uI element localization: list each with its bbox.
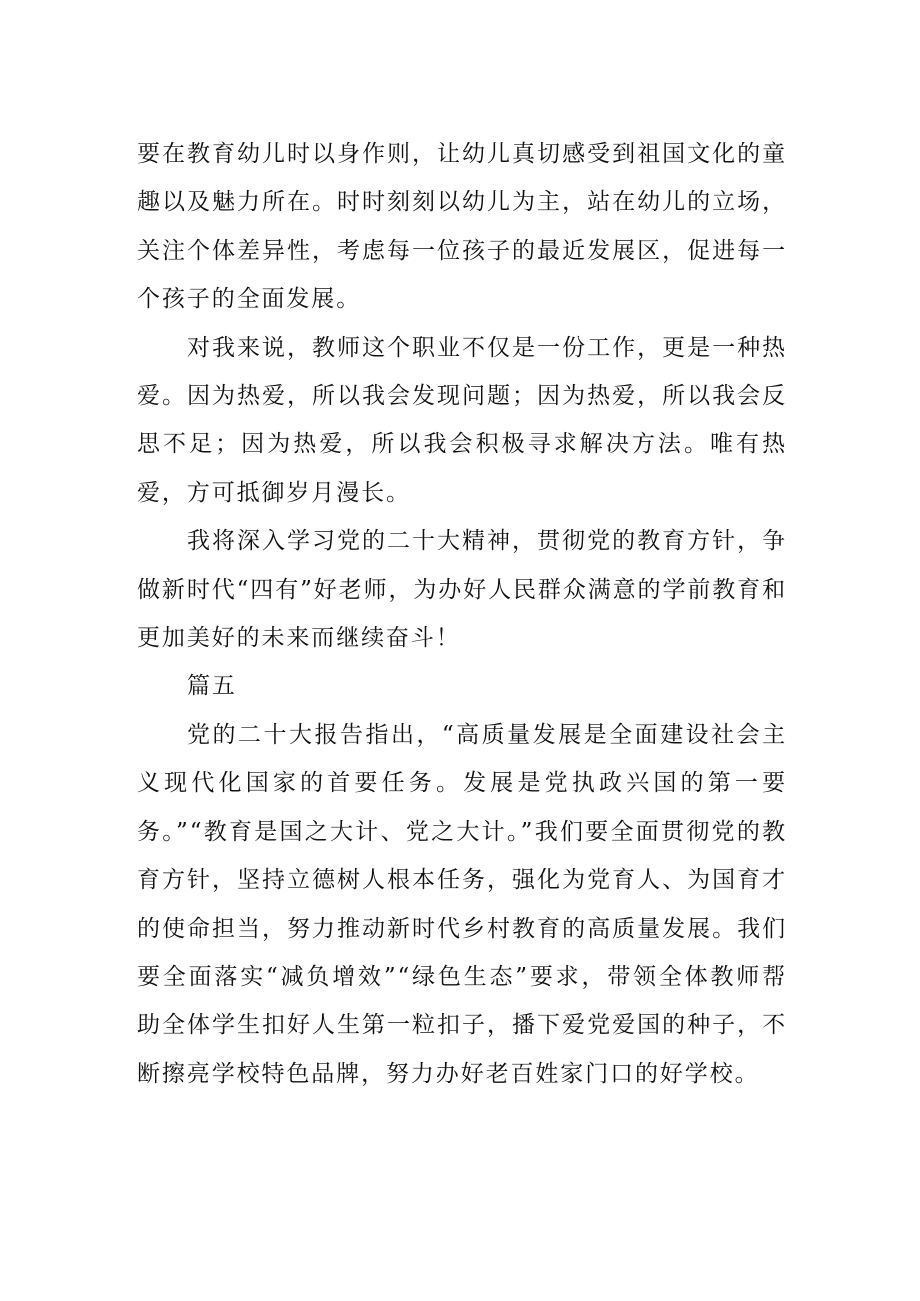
paragraph-continued: 要在教育幼儿时以身作则，让幼儿真切感受到祖国文化的童趣以及魅力所在。时时刻刻以幼儿为主，站在幼儿的立场，关注个体差异性，考虑每一位孩子的最近发展区，促进每一个孩子的全面发展。	[137, 141, 787, 313]
paragraph-high-quality-development: 党的二十大报告指出，“高质量发展是全面建设社会主义现代化国家的首要任务。发展是党执政兴国的第一要务。”“教育是国之大计、党之大计。”我们要全面贯彻党的教育方针，坚持立德树人根本任务，强化为党育人、为国育才的使命担当，努力推动新时代乡村教育的高质量发展。我们要全面落实“减负增效”“绿色生态”要求，带领全体教师帮助全体学生扣好人生第一粒扣子，播下爱党爱国的种子，不断擦亮学校特色品牌，努力办好老百姓家门口的好学校。	[137, 721, 787, 1087]
paragraph-commitment: 我将深入学习党的二十大精神，贯彻党的教育方针，争做新时代“四有”好老师，为办好人民群众满意的学前教育和更加美好的未来而继续奋斗！	[137, 528, 787, 652]
document-body	[137, 130, 787, 1098]
section-heading: 篇五	[187, 673, 237, 700]
paragraph-teaching-love: 对我来说，教师这个职业不仅是一份工作，更是一种热爱。因为热爱，所以我会发现问题；因为热爱，所以我会反思不足；因为热爱，所以我会积极寻求解决方法。唯有热爱，方可抵御岁月漫长。	[137, 334, 787, 506]
